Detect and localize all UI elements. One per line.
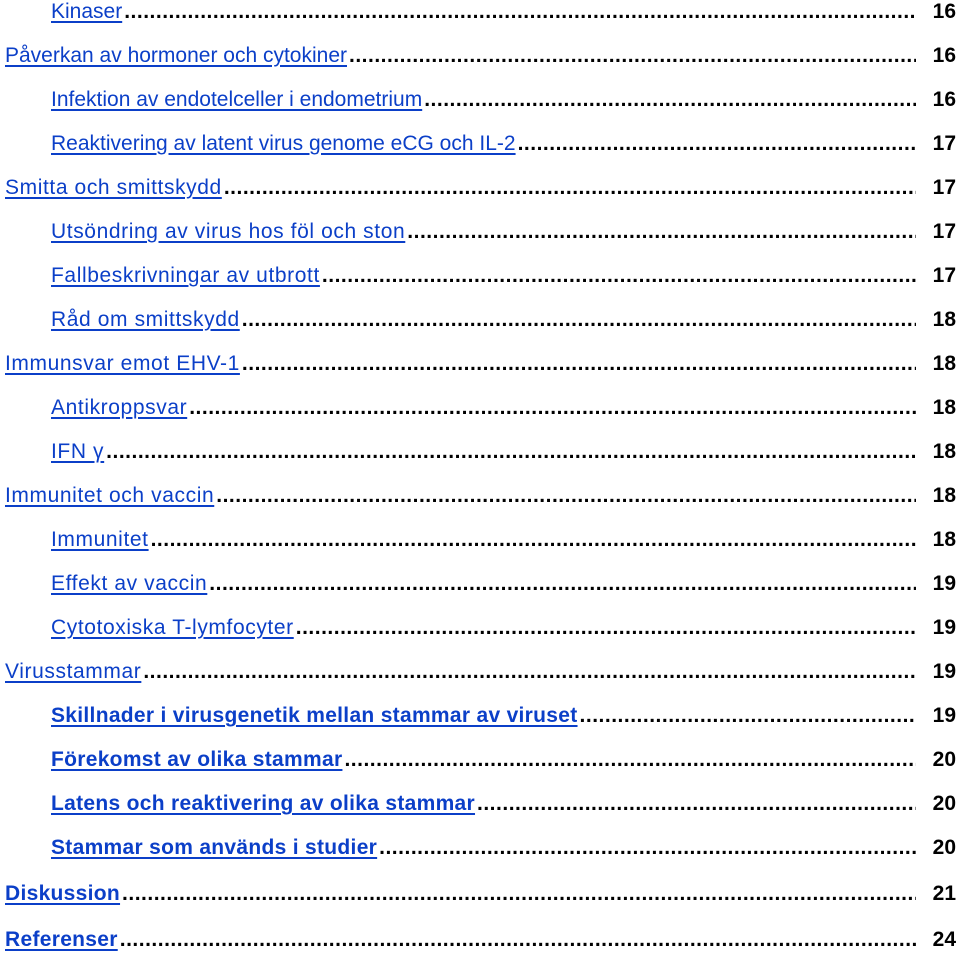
toc-link[interactable]: Kinaser (51, 0, 123, 23)
toc-link[interactable]: Skillnader i virusgenetik mellan stammar av viruset (51, 704, 578, 727)
toc-page-number: 20 (932, 792, 956, 815)
toc-entry-ifn-gamma (0, 434, 960, 464)
toc-dot-leader (151, 528, 916, 552)
toc-link[interactable]: Cytotoxiska T-lymfocyter (51, 616, 294, 639)
toc-page-number: 17 (932, 264, 956, 287)
toc-dot-leader (124, 0, 916, 24)
toc-link[interactable]: Immunitet och vaccin (5, 484, 215, 507)
toc-entry-virusstammar (0, 654, 960, 684)
toc-page-number: 24 (932, 928, 956, 951)
toc-dot-leader (143, 660, 916, 684)
toc-entry-kinaser (0, 0, 960, 24)
toc-link[interactable]: Råd om smittskydd (51, 308, 240, 331)
toc-link[interactable]: Diskussion (5, 882, 121, 905)
toc-entry-paverkan-av-hormoner (0, 38, 960, 68)
toc-entry-referenser (0, 922, 960, 952)
toc-entry-latens-och-reaktivering (0, 786, 960, 816)
toc-dot-leader (379, 836, 916, 860)
toc-dot-leader (344, 748, 916, 772)
toc-entry-effekt-av-vaccin (0, 566, 960, 596)
toc-page-number: 17 (932, 176, 956, 199)
toc-link[interactable]: Immunsvar emot EHV-1 (5, 352, 240, 375)
toc-link[interactable]: Smitta och smittskydd (5, 176, 222, 199)
toc-entry-fallbeskrivningar (0, 258, 960, 288)
toc-page-number: 19 (932, 704, 956, 727)
toc-link[interactable]: Påverkan av hormoner och cytokiner (5, 44, 347, 67)
toc-link[interactable]: Stammar som används i studier (51, 836, 378, 859)
toc-page-number: 18 (932, 396, 956, 419)
toc-dot-leader (242, 352, 916, 376)
toc-page-number: 21 (932, 882, 956, 905)
toc-link[interactable]: Latens och reaktivering av olika stammar (51, 792, 476, 815)
toc-page-number: 16 (932, 88, 956, 111)
toc-entry-diskussion (0, 876, 960, 906)
toc-entry-stammar-i-studier (0, 830, 960, 860)
toc-link[interactable]: Referenser (5, 928, 118, 951)
toc-page-number: 19 (932, 572, 956, 595)
toc-entry-immunsvar-emot-ehv1 (0, 346, 960, 376)
toc-entry-antikroppsvar (0, 390, 960, 420)
toc-link[interactable]: Virusstammar (5, 660, 142, 683)
toc-entry-forekomst-olika-stammar (0, 742, 960, 772)
toc-dot-leader (242, 308, 916, 332)
toc-page-number: 19 (932, 616, 956, 639)
toc-link[interactable]: Infektion av endotelceller i endometrium (51, 88, 423, 111)
toc-entry-rad-om-smittskydd (0, 302, 960, 332)
toc-page-number: 18 (932, 440, 956, 463)
toc-entry-immunitet (0, 522, 960, 552)
toc-entry-skillnader-virusgenetik (0, 698, 960, 728)
toc-entry-immunitet-och-vaccin (0, 478, 960, 508)
toc-dot-leader (477, 792, 916, 816)
toc-link[interactable]: Utsöndring av virus hos föl och ston (51, 220, 406, 243)
toc-page-number: 17 (932, 132, 956, 155)
toc-page-number: 16 (932, 0, 956, 23)
toc-entry-smitta-och-smittskydd (0, 170, 960, 200)
toc-link[interactable]: Reaktivering av latent virus genome eCG och IL-2 (51, 132, 516, 155)
toc-link[interactable]: IFN γ (51, 440, 105, 463)
toc-dot-leader (407, 220, 916, 244)
toc-link[interactable]: Effekt av vaccin (51, 572, 208, 595)
toc-page-number: 18 (932, 352, 956, 375)
toc-entry-infektion-endotelceller (0, 82, 960, 112)
toc-dot-leader (424, 88, 916, 112)
toc-page-number: 18 (932, 484, 956, 507)
toc-dot-leader (120, 928, 916, 952)
toc-dot-leader (209, 572, 916, 596)
toc-link[interactable]: Immunitet (51, 528, 149, 551)
toc-page-number: 20 (932, 836, 956, 859)
toc-page-number: 19 (932, 660, 956, 683)
toc-dot-leader (224, 176, 916, 200)
toc-dot-leader (322, 264, 916, 288)
toc-page-number: 16 (932, 44, 956, 67)
toc-entry-utsondring-av-virus (0, 214, 960, 244)
toc-dot-leader (216, 484, 916, 508)
toc-dot-leader (106, 440, 916, 464)
toc-page-number: 18 (932, 308, 956, 331)
toc-dot-leader (518, 132, 916, 156)
toc-dot-leader (296, 616, 916, 640)
toc-link[interactable]: Antikroppsvar (51, 396, 188, 419)
toc-entry-reaktivering-latent-virus (0, 126, 960, 156)
toc-link[interactable]: Förekomst av olika stammar (51, 748, 343, 771)
toc-page-number: 17 (932, 220, 956, 243)
toc-page-number: 18 (932, 528, 956, 551)
toc-link[interactable]: Fallbeskrivningar av utbrott (51, 264, 320, 287)
toc-dot-leader (122, 882, 916, 906)
toc-dot-leader (189, 396, 916, 420)
toc-entry-cytotoxiska-t-lymfocyter (0, 610, 960, 640)
toc-page-number: 20 (932, 748, 956, 771)
toc-dot-leader (580, 704, 916, 728)
toc-dot-leader (349, 44, 916, 68)
